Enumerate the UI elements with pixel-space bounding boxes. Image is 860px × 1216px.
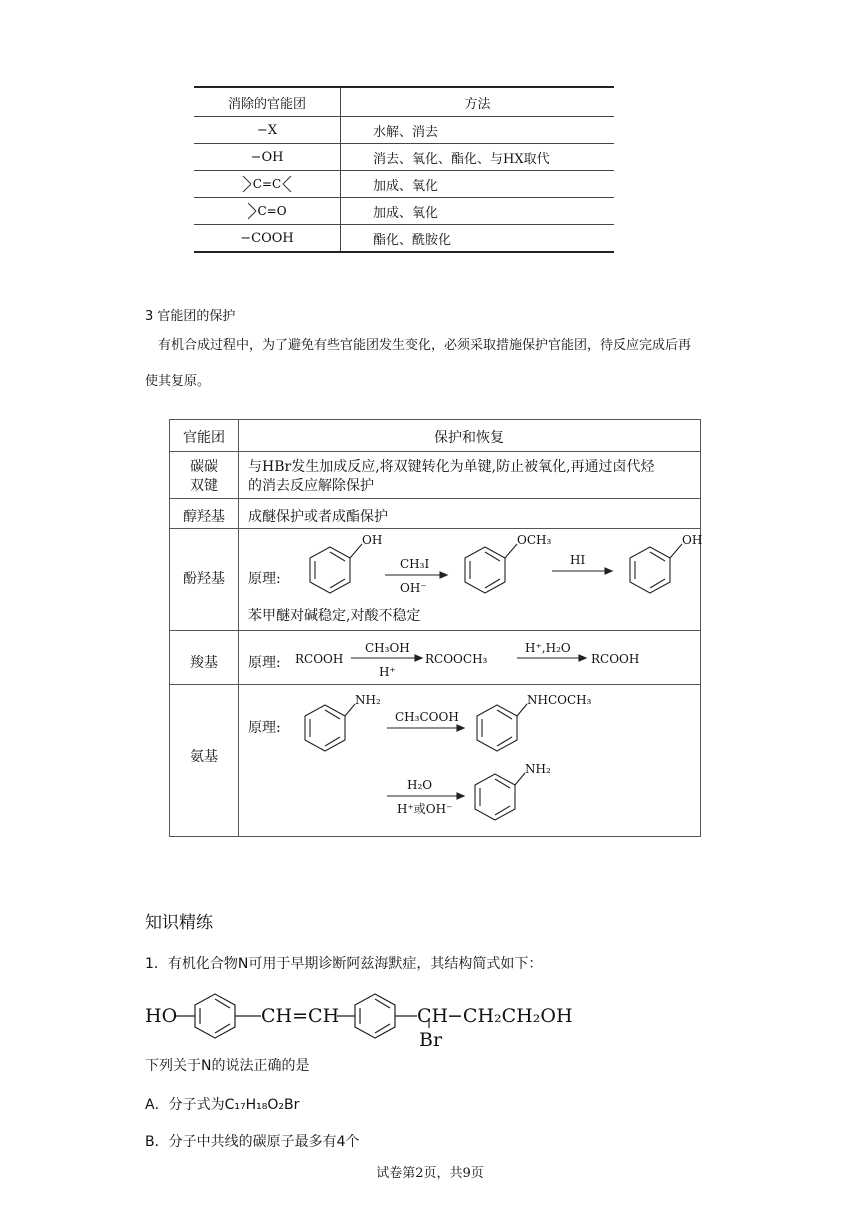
phenol-reagent-top: CH₃I (400, 557, 430, 571)
row-divider (170, 630, 700, 631)
phenol-och3: OCH₃ (517, 533, 552, 547)
struct-ho: HO (145, 1005, 178, 1027)
amino-reagent2-bottom: H⁺或OH⁻ (397, 802, 453, 816)
amino-reaction-diagram (295, 686, 695, 834)
method-cell: 水解、消去 (341, 117, 615, 144)
amino-label: 氨基 (190, 749, 218, 765)
phenol-reagent-bottom: OH⁻ (400, 581, 427, 595)
table-header-group: 消除的官能团 (194, 87, 341, 117)
struct-ch: CH (417, 1005, 449, 1027)
phenol-label: 酚羟基 (183, 571, 225, 587)
struct-chch: CH=CH (261, 1005, 340, 1027)
section-title: 3 官能团的保护 (145, 309, 236, 324)
carboxyl-reaction-diagram (295, 634, 695, 684)
phenol-reaction-diagram (290, 530, 703, 610)
protection-table (169, 419, 701, 837)
question-1: 1．有机化合物N可用于早期诊断阿兹海默症，其结构简式如下： (145, 956, 543, 972)
group-cell: −COOH (194, 225, 341, 253)
question-stem: 下列关于N的说法正确的是 (145, 1058, 310, 1074)
alcohol-text: 成醚保护或者成酯保护 (248, 509, 388, 525)
phenol-oh2: OH (682, 533, 703, 547)
method-cell: 消去、氧化、酯化、与HX取代 (341, 144, 615, 171)
table-row (194, 198, 614, 225)
elimination-table (194, 86, 614, 253)
group-cell: −OH (194, 144, 341, 171)
row-divider (170, 451, 700, 452)
cc-label-1: 碳碳 (190, 459, 218, 475)
alkene-bond-icon (237, 173, 297, 195)
carbonyl-bond-icon (242, 200, 292, 222)
amino-principle: 原理: (248, 720, 281, 736)
amino-nh2: NH₂ (355, 693, 381, 707)
amino-reagent2-top: H₂O (407, 778, 433, 792)
option-b: B．分子中共线的碳原子最多有4个 (145, 1134, 360, 1150)
carboxyl-r2: RCOOCH₃ (425, 652, 488, 666)
header-protect: 保护和恢复 (434, 430, 504, 446)
carboxyl-label: 羧基 (190, 655, 218, 671)
table-row (194, 117, 614, 144)
cc-label-2: 双键 (190, 478, 218, 494)
carboxyl-reagent2-top: H⁺,H₂O (525, 641, 571, 655)
practice-heading: 知识精练 (145, 913, 213, 933)
carboxyl-r3: RCOOH (591, 652, 640, 666)
table-header-row (194, 87, 614, 117)
amino-reagent: CH₃COOH (395, 710, 459, 724)
phenol-oh: OH (362, 533, 383, 547)
amino-nh2-b: NH₂ (525, 762, 551, 776)
group-cell: −X (194, 117, 341, 144)
paragraph-line-2: 使其复原。 (145, 374, 211, 389)
method-cell: 加成、氧化 (341, 171, 615, 198)
table-header-method: 方法 (341, 87, 615, 117)
method-cell: 酯化、酰胺化 (341, 225, 615, 253)
group-cell (194, 171, 341, 198)
header-group: 官能团 (183, 430, 225, 446)
table-row (194, 171, 614, 198)
table-row (194, 225, 614, 253)
phenol-hi: HI (570, 553, 586, 567)
struct-br: Br (419, 1029, 443, 1051)
cc-text-1: 与HBr发生加成反应,将双键转化为单键,防止被氧化,再通过卤代烃 (248, 459, 655, 475)
carboxyl-r1: RCOOH (295, 652, 344, 666)
phenol-note: 苯甲醚对碱稳定,对酸不稳定 (248, 608, 421, 624)
table-row (194, 144, 614, 171)
page-footer: 试卷第2页，共9页 (376, 1166, 484, 1181)
carboxyl-reagent-top: CH₃OH (365, 641, 410, 655)
alcohol-label: 醇羟基 (183, 509, 225, 525)
amino-product: NHCOCH₃ (527, 693, 592, 707)
compound-n-structure (145, 978, 585, 1051)
paragraph-line-1: 有机合成过程中，为了避免有些官能团发生变化，必须采取措施保护官能团，待反应完成后再 (158, 338, 692, 353)
row-divider (170, 528, 700, 529)
group-cell (194, 198, 341, 225)
carboxyl-principle: 原理: (248, 655, 281, 671)
carboxyl-reagent-bottom: H⁺ (379, 665, 396, 679)
option-a: A．分子式为C₁₇H₁₈O₂Br (145, 1097, 300, 1113)
struct-tail: −CH₂CH₂OH (447, 1005, 573, 1027)
cc-text-2: 的消去反应解除保护 (248, 478, 374, 494)
row-divider (170, 684, 700, 685)
row-divider (170, 498, 700, 499)
phenol-principle: 原理: (248, 571, 281, 587)
method-cell: 加成、氧化 (341, 198, 615, 225)
carbonyl-text: C=O (257, 204, 287, 218)
alkene-text: C=C (252, 177, 282, 191)
column-divider (238, 420, 239, 836)
